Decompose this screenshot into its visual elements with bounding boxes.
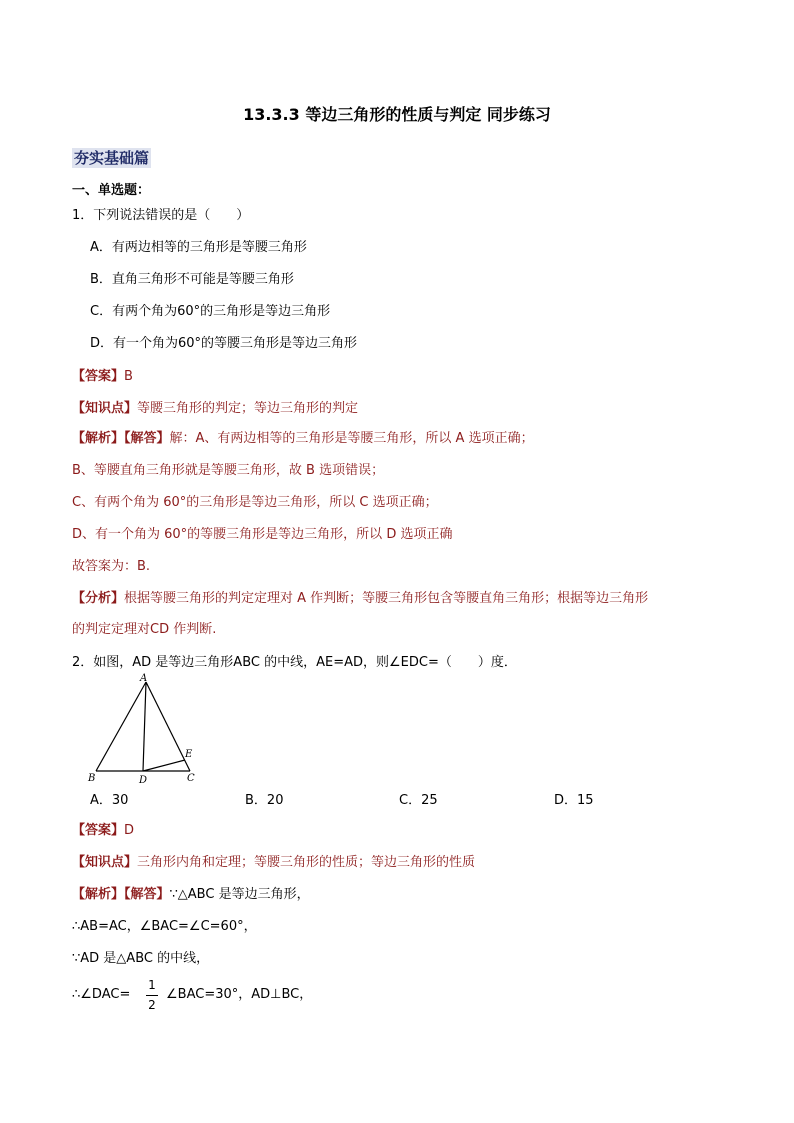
side-ac <box>146 682 190 771</box>
q1-option-b: B．直角三角形不可能是等腰三角形 <box>90 272 294 287</box>
label-d: D <box>139 775 148 786</box>
q2-option-c: C．25 <box>399 793 438 808</box>
section-heading: 夯实基础篇 <box>74 149 150 167</box>
q1-option-c: C．有两个角为60°的三角形是等边三角形 <box>90 304 331 319</box>
q2-option-a: A．30 <box>90 793 129 808</box>
fraction-numerator: 1 <box>148 978 156 992</box>
q1-option-a: A．有两边相等的三角形是等腰三角形 <box>90 240 307 255</box>
q1-analysis-line-4: D、有一个角为 60°的等腰三角形是等边三角形，所以 D 选项正确 <box>72 527 453 542</box>
kp-tag: 【知识点】 <box>72 855 138 870</box>
q2-knowledge-point <box>72 854 475 872</box>
q1-analysis-line-1 <box>72 430 534 448</box>
answer-value: B <box>124 369 133 384</box>
fenxi-text: 根据等腰三角形的判定定理对 A 作判断；等腰三角形包含等腰直角三角形；根据等边三角形 <box>124 591 649 606</box>
q1-knowledge-point <box>72 400 358 418</box>
kp-tag: 【知识点】 <box>72 401 138 416</box>
analysis-tag: 【解析】【解答】 <box>72 431 170 446</box>
q2-analysis-line-3: ∵AD 是△ABC 的中线， <box>72 951 210 966</box>
label-c: C <box>187 773 195 784</box>
fraction-bar <box>146 995 158 996</box>
side-ab <box>96 682 146 771</box>
q1-answer <box>72 368 133 386</box>
q1-stem: 1．下列说法错误的是（ ） <box>72 208 250 223</box>
label-e: E <box>185 749 193 760</box>
q2-triangle-figure <box>84 672 214 787</box>
part-heading: 一、单选题： <box>72 183 151 198</box>
q2-stem: 2．如图，AD 是等边三角形ABC 的中线，AE=AD，则∠EDC=（ ）度． <box>72 655 517 670</box>
fenxi-tag: 【分析】 <box>72 591 125 606</box>
q1-option-d: D．有一个角为60°的等腰三角形是等边三角形 <box>90 336 358 351</box>
q2-analysis-line-1 <box>72 886 310 904</box>
q1-fenxi-line-2: 的判定定理对CD 作判断. <box>72 622 217 637</box>
q2-option-b: B．20 <box>245 793 284 808</box>
answer-value: D <box>124 823 135 838</box>
q2-answer <box>72 822 134 840</box>
q1-fenxi-line-1 <box>72 590 648 608</box>
answer-tag: 【答案】 <box>72 369 125 384</box>
kp-text: 等腰三角形的判定；等边三角形的判定 <box>137 401 359 416</box>
q2-option-d: D．15 <box>554 793 594 808</box>
q2-analysis-line-2: ∴AB=AC，∠BAC=∠C=60°， <box>72 919 257 934</box>
fraction-one-half <box>146 978 158 1013</box>
q1-analysis-line-3: C、有两个角为 60°的三角形是等边三角形，所以 C 选项正确； <box>72 495 438 510</box>
label-b: B <box>88 773 96 784</box>
page-title: 13.3.3 等边三角形的性质与判定 同步练习 <box>243 105 551 124</box>
q1-conclusion: 故答案为：B. <box>72 559 151 574</box>
segment-ad <box>143 682 146 771</box>
fraction-denominator: 2 <box>148 998 156 1012</box>
analysis-tag: 【解析】【解答】 <box>72 887 170 902</box>
q1-analysis-line-2: B、等腰直角三角形就是等腰三角形，故 B 选项错误； <box>72 463 385 478</box>
answer-tag: 【答案】 <box>72 823 125 838</box>
segment-de <box>143 760 185 771</box>
analysis-text: 解：A、有两边相等的三角形是等腰三角形，所以 A 选项正确； <box>169 431 534 446</box>
analysis-text: ∵△ABC 是等边三角形， <box>169 887 310 902</box>
q2-analysis-line-4-pre: ∴∠DAC= <box>72 987 131 1002</box>
q2-analysis-line-4-post: ∠BAC=30°，AD⊥BC， <box>166 987 313 1002</box>
kp-text: 三角形内角和定理；等腰三角形的性质；等边三角形的性质 <box>137 855 476 870</box>
label-a: A <box>140 673 148 684</box>
